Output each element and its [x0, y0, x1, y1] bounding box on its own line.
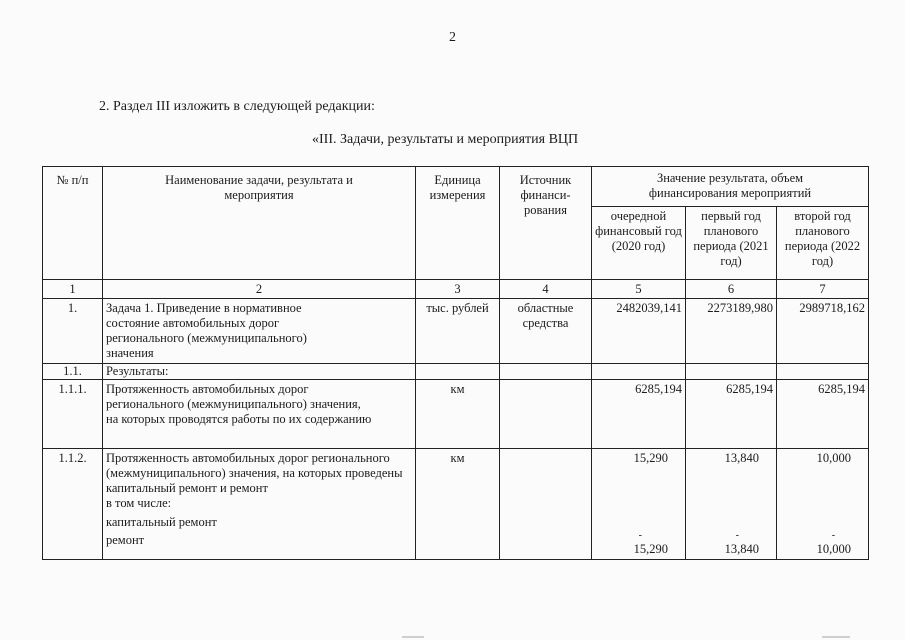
page-number: 2 [449, 30, 456, 45]
row-num: 1. [43, 299, 103, 364]
value-capital: - [638, 530, 642, 541]
row-value-2022: 6285,194 [777, 380, 869, 449]
value-repair: 15,290 [633, 542, 668, 556]
row-value-2021 [686, 364, 777, 380]
column-number: 1 [43, 280, 103, 299]
instruction-text: 2. Раздел III изложить в следующей редакции: [99, 99, 375, 114]
row-num: 1.1. [43, 364, 103, 380]
section-heading: «III. Задачи, результаты и мероприятия ВЦП [312, 132, 579, 147]
row-value-2021 [686, 449, 777, 560]
table-row [43, 380, 869, 449]
scan-artifact [822, 636, 850, 638]
table-row [43, 449, 869, 560]
row-source [500, 364, 592, 380]
row-value-2020: 6285,194 [592, 380, 686, 449]
results-table [42, 166, 869, 560]
row-unit [416, 364, 500, 380]
value-repair: 13,840 [724, 542, 759, 556]
row-value-2020 [592, 449, 686, 560]
header-year-2021: первый год планового периода (2021 год) [686, 207, 777, 280]
row-value-2022 [777, 364, 869, 380]
header-source: Источник финанси- рования [500, 167, 592, 280]
row-name-sub: в том числе: [106, 496, 172, 510]
header-year-2020: очередной финансовый год (2020 год) [592, 207, 686, 280]
row-source [500, 449, 592, 560]
row-name [103, 449, 416, 560]
column-number: 4 [500, 280, 592, 299]
row-value-2021: 2273189,980 [686, 299, 777, 364]
header-name: Наименование задачи, результата и мероприятия [103, 167, 416, 280]
row-unit: км [416, 449, 500, 560]
value-total: 13,840 [724, 451, 759, 465]
column-number: 2 [103, 280, 416, 299]
row-unit: км [416, 380, 500, 449]
value-total: 10,000 [816, 451, 852, 465]
row-name-sub: капитальный ремонт [106, 515, 217, 529]
row-unit: тыс. рублей [416, 299, 500, 364]
column-number: 3 [416, 280, 500, 299]
row-source: областные средства [500, 299, 592, 364]
row-value-2020 [592, 364, 686, 380]
row-num: 1.1.2. [43, 449, 103, 560]
table-row [43, 364, 869, 380]
value-repair: 10,000 [816, 542, 852, 556]
scan-artifact [402, 636, 424, 638]
row-value-2022: 2989718,162 [777, 299, 869, 364]
row-name: Результаты: [103, 364, 416, 380]
row-num: 1.1.1. [43, 380, 103, 449]
column-numbers-row [43, 280, 869, 299]
value-total: 15,290 [633, 451, 668, 465]
header-row [43, 167, 869, 207]
header-year-2022: второй год планового периода (2022 год) [777, 207, 869, 280]
row-value-2021: 6285,194 [686, 380, 777, 449]
row-value-2020: 2482039,141 [592, 299, 686, 364]
row-name-main: Протяженность автомобильных дорог регионального (межмуниципального) значения, на которых проведены капитальный ремонт и ремонт [106, 451, 403, 495]
column-number: 6 [686, 280, 777, 299]
column-number: 7 [777, 280, 869, 299]
header-num: № п/п [43, 167, 103, 280]
row-source [500, 380, 592, 449]
header-value-group: Значение результата, объем финансирования мероприятий [592, 167, 869, 207]
row-name: Протяженность автомобильных дорог регионального (межмуниципального) значения, на которых проводятся работы по их содержанию [103, 380, 416, 449]
row-name: Задача 1. Приведение в нормативное состояние автомобильных дорог регионального (межмуниципального) значения [103, 299, 416, 364]
header-unit: Единица измерения [416, 167, 500, 280]
table-row [43, 299, 869, 364]
row-name-sub: ремонт [106, 533, 145, 547]
row-value-2022 [777, 449, 869, 560]
column-number: 5 [592, 280, 686, 299]
value-capital: - [831, 530, 836, 541]
value-capital: - [735, 530, 739, 541]
